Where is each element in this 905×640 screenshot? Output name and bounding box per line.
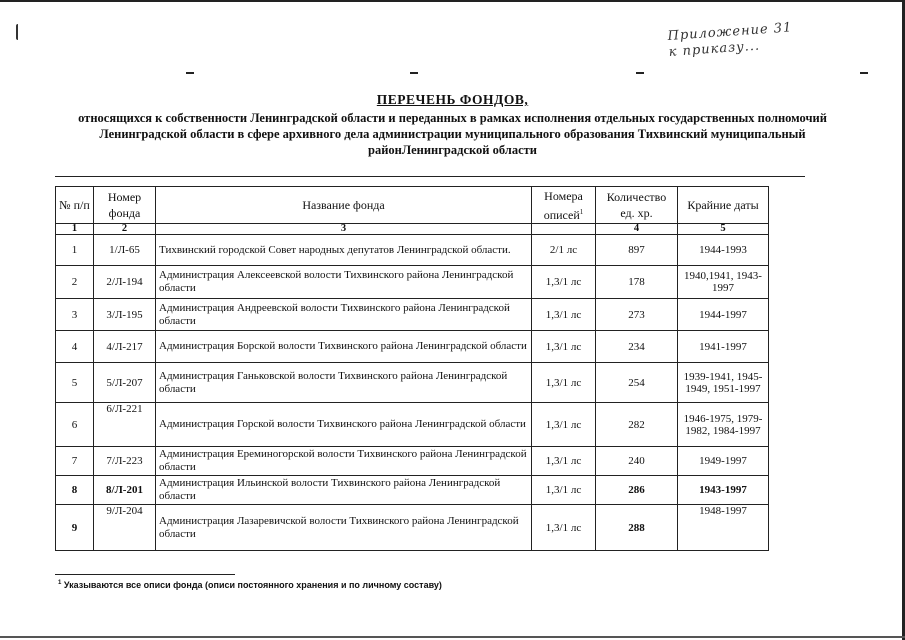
cell-fund-number: 2/Л-194 (94, 266, 156, 299)
cell-storage-count: 282 (596, 403, 678, 447)
document-title: ПЕРЕЧЕНЬ ФОНДОВ, (376, 92, 529, 107)
scan-mark (186, 72, 194, 74)
cell-fund-name: Администрация Горской волости Тихвинского района Ленинградской области (156, 403, 532, 447)
cell-fund-name: Администрация Ереминогорской волости Тихвинского района Ленинградской области (156, 447, 532, 476)
column-number: 4 (596, 224, 678, 235)
column-number-empty (532, 224, 596, 235)
cell-inventory-numbers: 1,3/1 лс (532, 403, 596, 447)
cell-num: 4 (56, 331, 94, 363)
cell-inventory-numbers: 1,3/1 лс (532, 505, 596, 551)
cell-inventory-numbers: 1,3/1 лс (532, 363, 596, 403)
table-header-row (56, 187, 769, 224)
cell-dates: 1939-1941, 1945-1949, 1951-1997 (678, 363, 769, 403)
cell-storage-count: 240 (596, 447, 678, 476)
cell-storage-count: 273 (596, 299, 678, 331)
cell-fund-name: Администрация Ильинской волости Тихвинского района Ленинградской области (156, 476, 532, 505)
table-row (56, 235, 769, 266)
cell-fund-number: 4/Л-217 (94, 331, 156, 363)
cell-fund-name: Администрация Борской волости Тихвинского района Ленинградской области (156, 331, 532, 363)
cell-fund-name: Администрация Ганьковской волости Тихвинского района Ленинградской области (156, 363, 532, 403)
table-row (56, 476, 769, 505)
cell-dates: 1941-1997 (678, 331, 769, 363)
cell-storage-count: 286 (596, 476, 678, 505)
cell-dates: 1948-1997 (678, 505, 769, 551)
cell-num: 3 (56, 299, 94, 331)
cell-fund-number: 3/Л-195 (94, 299, 156, 331)
footnote (58, 580, 442, 590)
header-inventory-numbers-label: Номера описей (543, 188, 583, 222)
cell-fund-number: 6/Л-221 (94, 403, 156, 447)
handwritten-annotation (667, 15, 869, 61)
column-number: 1 (56, 224, 94, 235)
cell-dates: 1944-1993 (678, 235, 769, 266)
header-dates: Крайние даты (678, 187, 769, 224)
cell-inventory-numbers: 1,3/1 лс (532, 266, 596, 299)
footnote-text: Указываются все описи фонда (описи постоянного хранения и по личному составу) (63, 580, 442, 590)
handwritten-line-1: Приложение 31 (667, 20, 793, 44)
cell-num: 8 (56, 476, 94, 505)
cell-dates: 1944-1997 (678, 299, 769, 331)
cell-fund-number: 5/Л-207 (94, 363, 156, 403)
document-subtitle: относящихся к собственности Ленинградской области и переданных в рамках исполнения отдельных государственных полномочий Ленинградской области в сфере архивного дела администрации муниципального образования Тихвинский муниципальный районЛенинградской области (78, 111, 827, 157)
header-fund-name: Название фонда (156, 187, 532, 224)
table-row (56, 363, 769, 403)
cell-dates: 1943-1997 (678, 476, 769, 505)
cell-dates: 1940,1941, 1943-1997 (678, 266, 769, 299)
footnote-divider (55, 574, 235, 575)
cell-dates: 1946-1975, 1979-1982, 1984-1997 (678, 403, 769, 447)
cell-num: 2 (56, 266, 94, 299)
handwritten-line-2: к приказу... (668, 38, 761, 60)
header-storage-count: Количество ед. хр. (596, 187, 678, 224)
cell-num: 9 (56, 505, 94, 551)
cell-dates: 1949-1997 (678, 447, 769, 476)
cell-inventory-numbers: 1,3/1 лс (532, 331, 596, 363)
cell-num: 5 (56, 363, 94, 403)
cell-fund-name: Администрация Лазаревичской волости Тихвинского района Ленинградской области (156, 505, 532, 551)
cell-inventory-numbers: 2/1 лс (532, 235, 596, 266)
table-row (56, 403, 769, 447)
table-row (56, 299, 769, 331)
cell-fund-name: Тихвинский городской Совет народных депутатов Ленинградской области. (156, 235, 532, 266)
scan-mark (860, 72, 868, 74)
cell-inventory-numbers: 1,3/1 лс (532, 447, 596, 476)
cell-fund-name: Администрация Алексеевской волости Тихвинского района Ленинградской области (156, 266, 532, 299)
table-row (56, 331, 769, 363)
column-number-row (56, 224, 769, 235)
cell-fund-number: 7/Л-223 (94, 447, 156, 476)
margin-mark (16, 24, 20, 40)
footnote-ref: 1 (579, 207, 584, 216)
cell-storage-count: 234 (596, 331, 678, 363)
cell-fund-number: 1/Л-65 (94, 235, 156, 266)
header-inventory-numbers (532, 187, 596, 224)
page-border-top (0, 0, 905, 2)
column-number: 5 (678, 224, 769, 235)
cell-num: 6 (56, 403, 94, 447)
cell-inventory-numbers: 1,3/1 лс (532, 299, 596, 331)
cell-fund-number: 9/Л-204 (94, 505, 156, 551)
cell-storage-count: 254 (596, 363, 678, 403)
cell-storage-count: 897 (596, 235, 678, 266)
cell-num: 1 (56, 235, 94, 266)
cell-fund-name: Администрация Андреевской волости Тихвинского района Ленинградской области (156, 299, 532, 331)
table-row (56, 447, 769, 476)
column-number: 3 (156, 224, 532, 235)
title-divider (55, 176, 805, 177)
cell-storage-count: 288 (596, 505, 678, 551)
table-row (56, 266, 769, 299)
page-border-bottom (0, 636, 905, 638)
cell-inventory-numbers: 1,3/1 лс (532, 476, 596, 505)
cell-num: 7 (56, 447, 94, 476)
column-number: 2 (94, 224, 156, 235)
header-num: № п/п (56, 187, 94, 224)
funds-table (55, 186, 769, 551)
cell-storage-count: 178 (596, 266, 678, 299)
table-row (56, 505, 769, 551)
header-fund-number: Номер фонда (94, 187, 156, 224)
cell-fund-number: 8/Л-201 (94, 476, 156, 505)
scan-mark (636, 72, 644, 74)
scan-mark (410, 72, 418, 74)
footnote-marker: 1 (58, 580, 62, 586)
